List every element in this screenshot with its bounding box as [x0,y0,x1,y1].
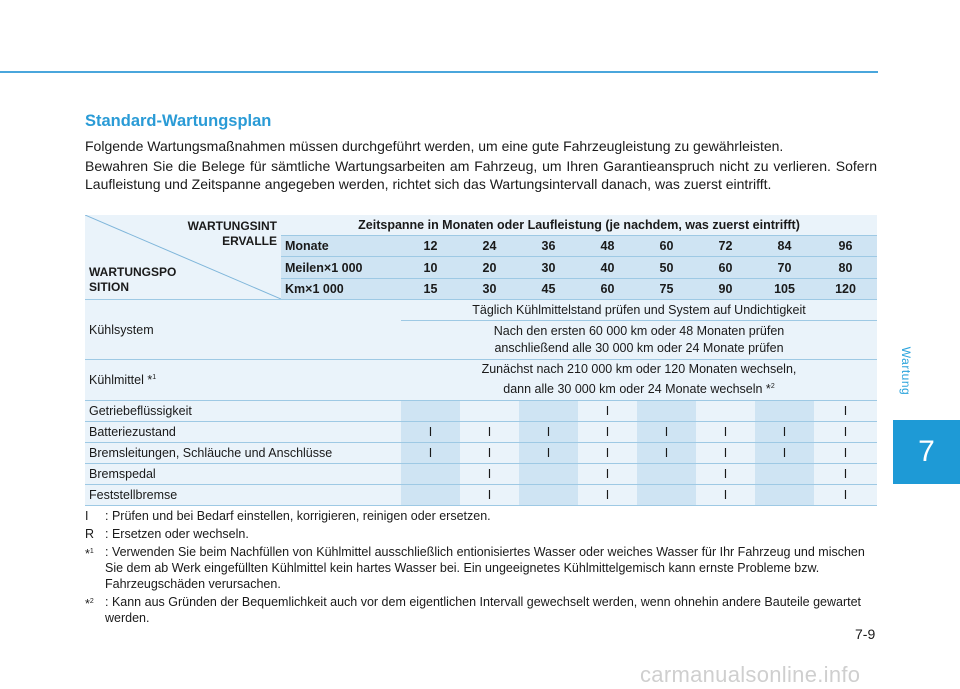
note-text: : Verwenden Sie beim Nachfüllen von Kühlmittel ausschließlich entionisiertes Wasser oder weiches Wasser für Ihr Fahrzeug und mischen Sie dem ab Werk eingefüllten Kühlmittel kein hartes Wasser bei. Ein ungeeignetes Kühlmittelgemisch kann ernste Probleme bzw. Fahrzeugschäden verursachen. [105,545,865,591]
item-cell: I [578,422,637,443]
interval-value: 120 [814,278,877,299]
maintenance-table [85,215,877,506]
interval-value: 90 [696,278,755,299]
item-cell: I [814,464,877,485]
interval-value: 60 [696,257,755,278]
item-cell: I [460,422,519,443]
note-item [85,594,877,626]
kuehlsystem-line2: Nach den ersten 60 000 km oder 48 Monaten prüfen anschließend alle 30 000 km oder 24 Monate prüfen [401,321,877,360]
intro-paragraph-2: Bewahren Sie die Belege für sämtliche Wartungsarbeiten am Fahrzeug, um Ihren Garantieanspruch nicht zu verlieren. Sofern Laufleistung und Zeitspanne angegeben werden, richtet sich das Wartungsintervall danach, was zuerst eintrifft. [85,158,877,192]
item-cell [755,401,814,422]
note-key: *$^1$ [85,547,94,562]
kuehlmittel-instructions: Zunächst nach 210 000 km oder 120 Monaten wechseln, dann alle 30 000 km oder 24 Monate wechseln *$^2$ [401,360,877,401]
table-corner-cell [85,215,281,300]
section-label-text: Wartung [899,346,913,396]
item-cell: I [460,485,519,506]
interval-value: 20 [460,257,519,278]
item-cell [401,401,460,422]
item-cell: I [814,443,877,464]
intro-paragraph-1: Folgende Wartungsmaßnahmen müssen durchgeführt werden, um eine gute Fahrzeugleistung zu gewährleisten. [85,138,784,154]
item-cell [637,464,696,485]
row-label-kuehlsystem: Kühlsystem [85,300,401,360]
item-cell: I [696,443,755,464]
table-header: Zeitspanne in Monaten oder Laufleistung (je nachdem, was zuerst eintrifft) [281,215,877,236]
interval-value: 50 [637,257,696,278]
item-cell: I [696,485,755,506]
item-label: Batteriezustand [85,422,401,443]
corner-top-label: WARTUNGSINT ERVALLE [187,219,277,248]
item-cell: I [460,443,519,464]
page-title: Standard-Wartungsplan [85,112,272,130]
item-cell: I [814,422,877,443]
interval-value: 10 [401,257,460,278]
table-row [85,485,877,506]
chapter-badge [893,420,960,484]
item-cell [519,464,578,485]
item-cell [755,485,814,506]
item-cell [696,401,755,422]
item-cell: I [519,422,578,443]
item-cell [460,401,519,422]
item-cell: I [401,422,460,443]
item-cell: I [578,401,637,422]
item-cell [637,401,696,422]
watermark: carmanualsonline.info [640,662,861,687]
legend-notes [85,508,877,628]
item-label: Bremsleitungen, Schläuche und Anschlüsse [85,443,401,464]
interval-label: Meilen×1 000 [281,257,401,278]
note-item [85,508,877,524]
item-cell: I [814,485,877,506]
top-rule [0,71,878,73]
item-cell: I [696,422,755,443]
item-cell: I [755,422,814,443]
interval-value: 40 [578,257,637,278]
item-cell [519,401,578,422]
item-cell [519,485,578,506]
interval-value: 15 [401,278,460,299]
interval-value: 105 [755,278,814,299]
interval-value: 80 [814,257,877,278]
interval-value: 70 [755,257,814,278]
item-label: Getriebeflüssigkeit [85,401,401,422]
item-cell [755,464,814,485]
note-text: : Kann aus Gründen der Bequemlichkeit auch vor dem eigentlichen Intervall gewechselt werden, wenn ohnehin andere Bauteile gewartet werden. [105,595,862,625]
interval-value: 45 [519,278,578,299]
item-cell: I [755,443,814,464]
table-row [85,464,877,485]
row-label-kuehlmittel: Kühlmittel *$^1$ [85,360,401,401]
note-item [85,526,877,542]
interval-value: 60 [637,236,696,257]
corner-bottom-label: WARTUNGSPO SITION [89,265,177,294]
interval-value: 30 [460,278,519,299]
item-cell: I [401,443,460,464]
item-cell [401,485,460,506]
table-row [85,401,877,422]
note-text: : Prüfen und bei Bedarf einstellen, korrigieren, reinigen oder ersetzen. [105,509,491,523]
interval-label: Monate [281,236,401,257]
interval-value: 48 [578,236,637,257]
interval-value: 96 [814,236,877,257]
note-item [85,544,877,592]
item-cell [401,464,460,485]
item-cell: I [814,401,877,422]
note-key: R [85,527,95,541]
chapter-number: 7 [918,435,935,468]
item-cell [637,485,696,506]
interval-value: 30 [519,257,578,278]
interval-value: 84 [755,236,814,257]
interval-value: 60 [578,278,637,299]
table-row [85,443,877,464]
interval-value: 36 [519,236,578,257]
item-label: Bremspedal [85,464,401,485]
item-cell: I [460,464,519,485]
item-cell: I [637,422,696,443]
interval-value: 72 [696,236,755,257]
interval-value: 75 [637,278,696,299]
item-cell: I [578,443,637,464]
item-cell: I [637,443,696,464]
table-row [85,422,877,443]
note-key: *$^2$ [85,597,94,612]
item-label: Feststellbremse [85,485,401,506]
page-number: 7-9 [855,626,876,642]
note-key: I [85,509,89,523]
interval-label: Km×1 000 [281,278,401,299]
kuehlsystem-line1: Täglich Kühlmittelstand prüfen und System auf Undichtigkeit [401,300,877,321]
item-cell: I [578,485,637,506]
interval-value: 12 [401,236,460,257]
note-text: : Ersetzen oder wechseln. [105,527,249,541]
item-cell: I [578,464,637,485]
interval-value: 24 [460,236,519,257]
item-cell: I [696,464,755,485]
item-cell: I [519,443,578,464]
